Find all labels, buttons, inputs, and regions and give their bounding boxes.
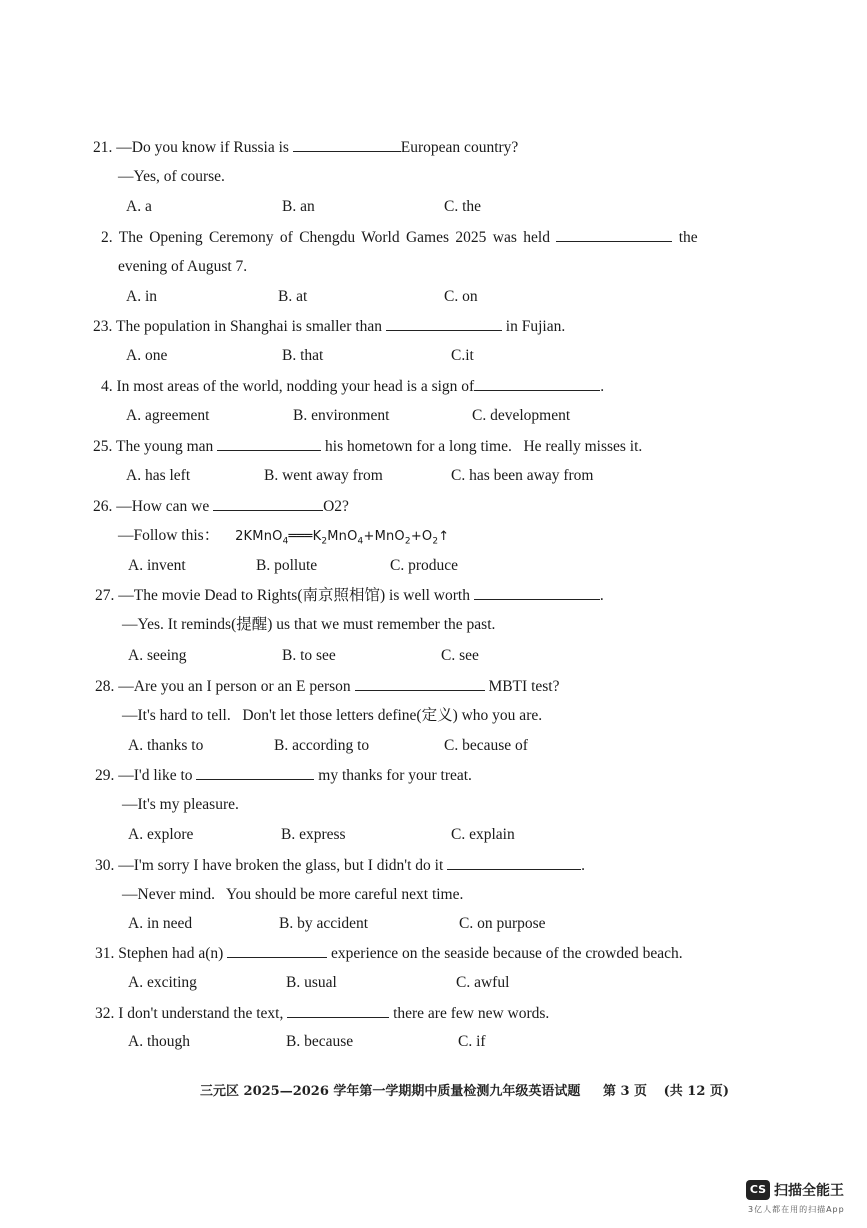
question-stem-end: experience on the seaside because of the crowded beach. <box>331 945 683 962</box>
question-stem-end: . <box>600 378 605 395</box>
answer-blank <box>217 436 321 451</box>
question-number: 31. <box>95 945 115 962</box>
question-number: 30. <box>95 857 115 874</box>
answer-blank <box>474 376 600 391</box>
question-number: 23. <box>93 318 113 335</box>
answer-blank <box>447 855 581 870</box>
option-b: B. according to <box>274 737 370 754</box>
question-30-reply: —Never mind. You should be more careful next time. <box>122 886 464 903</box>
question-26 <box>93 496 349 517</box>
option-c: C. see <box>441 647 479 664</box>
option-c: C. if <box>458 1033 486 1050</box>
question-stem: In most areas of the world, nodding your head is a sign of <box>116 378 475 395</box>
question-23 <box>93 316 565 337</box>
footer-page-number: 第 3 页 <box>602 1084 648 1099</box>
question-30 <box>95 855 585 876</box>
option-b: B. usual <box>286 974 337 991</box>
question-stem-end: there are few new words. <box>393 1005 550 1022</box>
question-22 <box>101 227 698 248</box>
question-29-reply: —It's my pleasure. <box>122 796 239 813</box>
question-stem-end: . <box>581 857 586 874</box>
question-stem: The young man <box>115 438 214 455</box>
question-24 <box>101 376 604 397</box>
option-b: B. environment <box>293 407 390 424</box>
question-stem: —Do you know if Russia is <box>116 139 289 156</box>
question-stem: —How can we <box>116 498 210 515</box>
answer-blank <box>213 496 323 511</box>
question-31 <box>95 943 683 964</box>
question-number: 32. <box>95 1005 115 1022</box>
answer-blank <box>196 765 314 780</box>
option-c: C. awful <box>456 974 510 991</box>
option-a: A. seeing <box>128 647 187 664</box>
answer-blank <box>386 316 502 331</box>
option-b: B. an <box>282 198 315 215</box>
option-a: A. in need <box>128 915 193 932</box>
option-c: C. explain <box>451 826 515 843</box>
option-b: B. that <box>282 347 324 364</box>
question-number: 28. <box>95 678 115 695</box>
option-a: A. exciting <box>128 974 197 991</box>
option-b: B. at <box>278 288 308 305</box>
question-number: 26. <box>93 498 113 515</box>
answer-blank <box>474 585 600 600</box>
question-stem: —The movie Dead to Rights(南京照相馆) is well worth <box>118 587 470 604</box>
option-c: C.it <box>451 347 474 364</box>
question-25 <box>93 436 642 457</box>
answer-blank <box>293 137 401 152</box>
question-stem: —I'd like to <box>118 767 193 784</box>
option-c: C. produce <box>390 557 459 574</box>
answer-blank <box>227 943 327 958</box>
question-stem-end: MBTI test? <box>488 678 560 695</box>
question-stem-end: European country? <box>400 139 519 156</box>
option-c: C. on purpose <box>459 915 546 932</box>
option-a: A. has left <box>126 467 191 484</box>
option-a: A. explore <box>128 826 194 843</box>
question-27-reply: —Yes. It reminds(提醒) us that we must remember the past. <box>122 616 496 633</box>
question-number: 21. <box>93 139 113 156</box>
question-stem-end: . <box>599 587 604 604</box>
question-stem: Stephen had a(n) <box>118 945 224 962</box>
question-27 <box>95 585 604 606</box>
question-number: 25. <box>93 438 113 455</box>
question-29 <box>95 765 472 786</box>
option-c: C. has been away from <box>451 467 594 484</box>
answer-blank <box>556 227 672 242</box>
option-b: B. by accident <box>279 915 369 932</box>
option-c: C. because of <box>444 737 528 754</box>
option-c: C. on <box>444 288 478 305</box>
watermark-subtitle: 3亿人都在用的扫描App <box>748 1205 845 1214</box>
option-b: B. because <box>286 1033 354 1050</box>
question-26-reply <box>118 526 449 552</box>
question-number: 2. <box>101 229 113 246</box>
option-a: A. in <box>126 288 157 305</box>
option-a: A. one <box>126 347 168 364</box>
option-a: A. though <box>128 1033 190 1050</box>
reply-text: —Follow this： <box>118 527 220 544</box>
footer-total-pages: (共 12 页) <box>663 1084 730 1099</box>
question-stem: The Opening Ceremony of Chengdu World Games 2025 was held <box>118 229 550 246</box>
question-number: 27. <box>95 587 115 604</box>
chemical-equation: $2KMnO_4═══K_2MnO_4+MnO_2+O_2↑$ <box>235 529 450 547</box>
question-21-reply: —Yes, of course. <box>118 168 225 185</box>
option-b: B. pollute <box>256 557 318 574</box>
watermark-title: 扫描全能王 <box>774 1183 844 1199</box>
option-a: A. invent <box>128 557 186 574</box>
question-28 <box>95 676 559 697</box>
question-32 <box>95 1003 549 1024</box>
page-footer <box>200 1080 733 1099</box>
footer-exam-title: 三元区 2025—2026 学年第一学期期中质量检测九年级英语试题 <box>200 1084 581 1099</box>
question-stem: The population in Shanghai is smaller than <box>115 318 383 335</box>
option-a: A. thanks to <box>128 737 204 754</box>
question-stem: —Are you an I person or an E person <box>118 678 351 695</box>
question-28-reply: —It's hard to tell. Don't let those letters define(定义) who you are. <box>122 707 543 724</box>
option-c: C. the <box>444 198 482 215</box>
option-c: C. development <box>472 407 571 424</box>
question-stem-end: in Fujian. <box>505 318 566 335</box>
question-number: 4. <box>101 378 113 395</box>
question-stem-end: the <box>678 229 698 246</box>
scanner-watermark <box>746 1180 856 1220</box>
question-stem: I don't understand the text, <box>118 1005 284 1022</box>
answer-blank <box>355 676 485 691</box>
answer-blank <box>287 1003 389 1018</box>
camscanner-logo-icon: CS <box>746 1180 770 1200</box>
question-number: 29. <box>95 767 115 784</box>
question-stem-end: my thanks for your treat. <box>318 767 472 784</box>
question-stem-end: O2? <box>323 498 349 515</box>
option-b: B. express <box>281 826 346 843</box>
option-b: B. to see <box>282 647 336 664</box>
option-b: B. went away from <box>264 467 383 484</box>
question-stem: —I'm sorry I have broken the glass, but I didn't do it <box>118 857 444 874</box>
question-stem-end: his hometown for a long time. He really misses it. <box>325 438 643 455</box>
option-a: A. agreement <box>126 407 210 424</box>
option-a: A. a <box>126 198 152 215</box>
question-21 <box>93 137 518 158</box>
question-22-cont: evening of August 7. <box>118 258 248 275</box>
